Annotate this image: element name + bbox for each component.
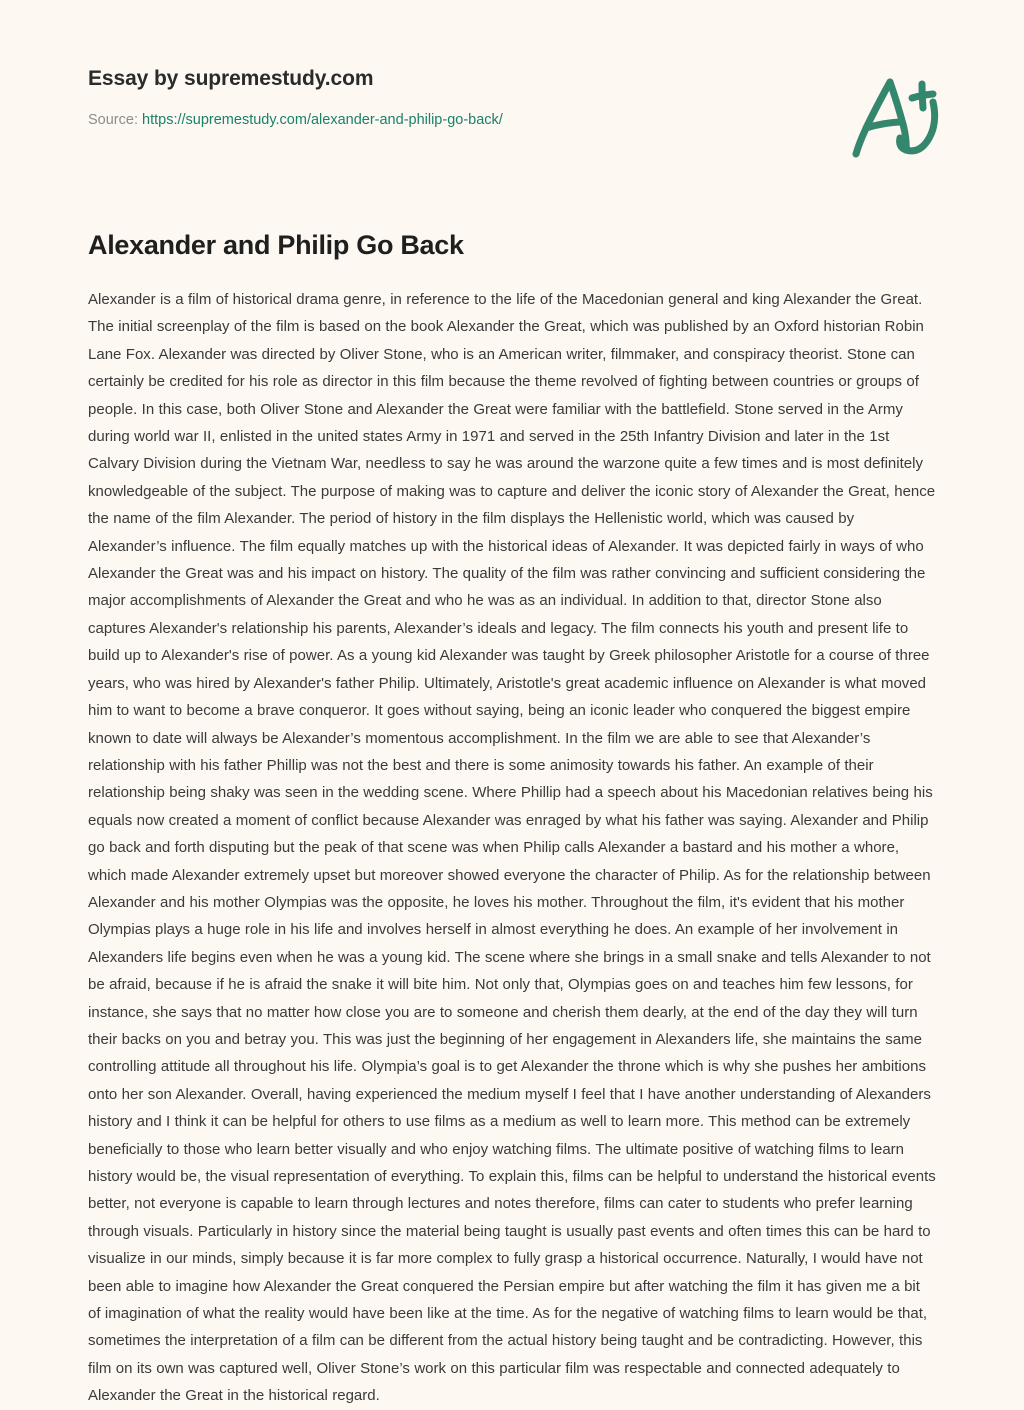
essay-body xyxy=(88,286,936,1410)
source-line xyxy=(88,110,936,130)
essay-main xyxy=(0,228,1024,1410)
source-url-link[interactable]: https://supremestudy.com/alexander-and-philip-go-back/ xyxy=(142,112,503,128)
brand-byline: Essay by supremestudy.com xyxy=(88,67,374,90)
a-plus-logo-icon xyxy=(840,62,950,172)
source-label: Source: xyxy=(88,112,138,128)
site-header xyxy=(0,0,1024,130)
essay-paragraph: Alexander is a film of historical drama genre, in reference to the life of the Macedonian general and king Alexander the Great. The initial screenplay of the film is based on the book Alexander the Great, which was published by an Oxford historian Robin Lane Fox. Alexander was directed by Oliver Stone, who is an American writer, filmmaker, and conspiracy theorist. Stone can certainly be credited for his role as director in this film because the theme revolved of fighting between countries or groups of people. In this case, both Oliver Stone and Alexander the Great were familiar with the battlefield. Stone served in the Army during world war II, enlisted in the united states Army in 1971 and served in the 25th Infantry Division and later in the 1st Calvary Division during the Vietnam War, needless to say he was around the warzone quite a few times and is most definitely knowledgeable of the subject. The purpose of making was to capture and deliver the iconic story of Alexander the Great, hence the name of the film Alexander. The period of history in the film displays the Hellenistic world, which was caused by Alexander’s influence. The film equally matches up with the historical ideas of Alexander. It was depicted fairly in ways of who Alexander the Great was and his impact on history. The quality of the film was rather convincing and sufficient considering the major accomplishments of Alexander the Great and who he was as an individual. In addition to that, director Stone also captures Alexander's relationship his parents, Alexander’s ideals and legacy. The film connects his youth and present life to build up to Alexander's rise of power. As a young kid Alexander was taught by Greek philosopher Aristotle for a course of three years, who was hired by Alexander's father Philip. Ultimately, Aristotle's great academic influence on Alexander is what moved him to want to become a brave conqueror. It goes without saying, being an iconic leader who conquered the biggest empire known to date will always be Alexander’s momentous accomplishment. In the film we are able to see that Alexander’s relationship with his father Phillip was not the best and there is some animosity towards his father. An example of their relationship being shaky was seen in the wedding scene. Where Phillip had a speech about his Macedonian relatives being his equals now created a moment of conflict because Alexander was enraged by what his father was saying. Alexander and Philip go back and forth disputing but the peak of that scene was when Philip calls Alexander a bastard and his mother a whore, which made Alexander extremely upset but moreover showed everyone the character of Philip. As for the relationship between Alexander and his mother Olympias was the opposite, he loves his mother. Throughout the film, it's evident that his mother Olympias plays a huge role in his life and involves herself in almost everything he does. An example of her involvement in Alexanders life begins even when he was a young kid. The scene where she brings in a small snake and tells Alexander to not be afraid, because if he is afraid the snake it will bite him. Not only that, Olympias goes on and teaches him few lessons, for instance, she says that no matter how close you are to someone and cherish them dearly, at the end of the day they will turn their backs on you and betray you. This was just the beginning of her engagement in Alexanders life, she maintains the same controlling attitude all throughout his life. Olympia’s goal is to get Alexander the throne which is why she pushes her ambitions onto her son Alexander. Overall, having experienced the medium myself I feel that I have another understanding of Alexanders history and I think it can be helpful for others to use films as a medium as well to learn more. This method can be extremely beneficially to those who learn better visually and who enjoy watching films. The ultimate positive of watching films to learn history would be, the visual representation of everything. To explain this, films can be helpful to understand the historical events better, not everyone is capable to learn through lectures and notes therefore, films can cater to students who prefer learning through visuals. Particularly in history since the material being taught is usually past events and often times this can be hard to visualize in our minds, simply because it is far more complex to fully grasp a historical occurrence. Naturally, I would have not been able to imagine how Alexander the Great conquered the Persian empire but after watching the film it has given me a bit of imagination of what the reality would have been like at the time. As for the negative of watching films to learn would be that, sometimes the interpretation of a film can be different from the actual history being taught and be contradicting. However, this film on its own was captured well, Oliver Stone’s work on this particular film was respectable and connected adequately to Alexander the Great in the historical regard. xyxy=(88,291,936,1405)
page-title: Alexander and Philip Go Back xyxy=(88,230,464,260)
